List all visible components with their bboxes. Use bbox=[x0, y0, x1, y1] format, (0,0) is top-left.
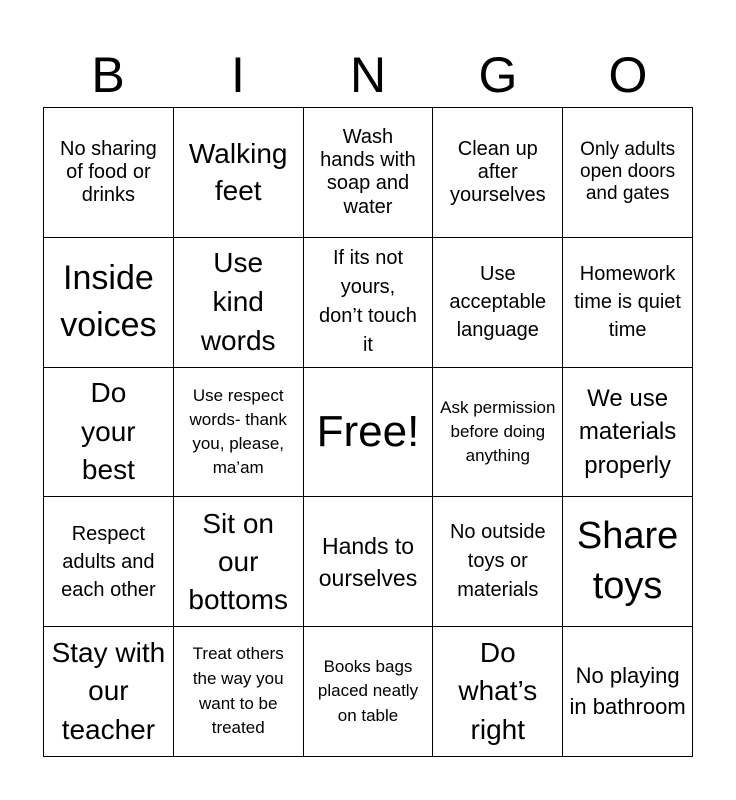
bingo-cell[interactable] bbox=[304, 108, 434, 238]
bingo-cell-text: No playing in bathroom bbox=[569, 662, 686, 719]
bingo-cell[interactable] bbox=[304, 238, 434, 368]
bingo-cell-text: Sit on our bottoms bbox=[188, 508, 288, 615]
bingo-cell-text: Do your best bbox=[81, 377, 136, 486]
bingo-cell-text: Hands to ourselves bbox=[318, 532, 418, 591]
header-letter-o: O bbox=[608, 47, 648, 103]
bingo-cell-text: Use respect words- thank you, please, ma’am bbox=[189, 386, 287, 477]
bingo-cell[interactable] bbox=[44, 238, 174, 368]
bingo-cell-text: Books bags placed neatly on table bbox=[317, 656, 419, 725]
bingo-cell[interactable] bbox=[174, 238, 304, 368]
bingo-cell-text: No sharing of food or drinks bbox=[60, 137, 157, 206]
bingo-cell-text: Stay with our teacher bbox=[51, 636, 166, 745]
bingo-cell-text: No outside toys or materials bbox=[449, 521, 546, 602]
bingo-cell[interactable] bbox=[174, 627, 304, 757]
bingo-cell-text: Homework time is quiet time bbox=[574, 263, 681, 342]
bingo-cell[interactable] bbox=[563, 238, 693, 368]
bingo-cell[interactable] bbox=[433, 368, 563, 498]
header-letter-i: I bbox=[231, 47, 245, 103]
bingo-cell-text: Wash hands with soap and water bbox=[320, 126, 416, 218]
bingo-cell-text: Use kind words bbox=[200, 247, 276, 356]
bingo-cell[interactable] bbox=[304, 627, 434, 757]
bingo-cell-text: Free! bbox=[316, 407, 420, 457]
bingo-cell[interactable] bbox=[563, 497, 693, 627]
bingo-cell-text: Inside voices bbox=[60, 258, 157, 345]
bingo-cell[interactable] bbox=[304, 497, 434, 627]
bingo-cell[interactable] bbox=[563, 368, 693, 498]
bingo-cell[interactable] bbox=[433, 238, 563, 368]
bingo-cell[interactable] bbox=[563, 627, 693, 757]
bingo-cell[interactable] bbox=[563, 108, 693, 238]
bingo-cell[interactable] bbox=[433, 497, 563, 627]
header-letter-g: G bbox=[478, 47, 518, 103]
bingo-cell-text: Use acceptable language bbox=[449, 263, 547, 342]
bingo-cell-text: Respect adults and each other bbox=[61, 522, 156, 601]
bingo-cell[interactable] bbox=[433, 108, 563, 238]
bingo-cell-text: Share toys bbox=[576, 515, 679, 607]
bingo-cell[interactable] bbox=[174, 497, 304, 627]
header-letter-n: N bbox=[349, 47, 387, 103]
bingo-cell[interactable] bbox=[433, 627, 563, 757]
bingo-cell-text: Treat others the way you want to be treated bbox=[192, 644, 284, 738]
bingo-cell[interactable] bbox=[44, 368, 174, 498]
bingo-cell[interactable] bbox=[44, 627, 174, 757]
bingo-cell-text: Clean up after yourselves bbox=[449, 137, 546, 206]
bingo-cell-text: If its not yours, don’t touch it bbox=[319, 247, 417, 357]
bingo-cell-text: Walking feet bbox=[188, 137, 288, 207]
bingo-card-grid bbox=[43, 107, 693, 757]
bingo-cell-text: Only adults open doors and gates bbox=[580, 139, 676, 205]
bingo-cell[interactable] bbox=[174, 108, 304, 238]
header-letter-b: B bbox=[91, 47, 125, 103]
bingo-cell[interactable] bbox=[44, 108, 174, 238]
bingo-cell-text: Do what’s right bbox=[458, 636, 538, 745]
bingo-header bbox=[43, 44, 693, 106]
bingo-cell-text: We use materials properly bbox=[578, 384, 677, 479]
bingo-cell[interactable] bbox=[304, 368, 434, 498]
bingo-cell-text: Ask permission before doing anything bbox=[440, 398, 556, 465]
bingo-cell[interactable] bbox=[44, 497, 174, 627]
bingo-cell[interactable] bbox=[174, 368, 304, 498]
